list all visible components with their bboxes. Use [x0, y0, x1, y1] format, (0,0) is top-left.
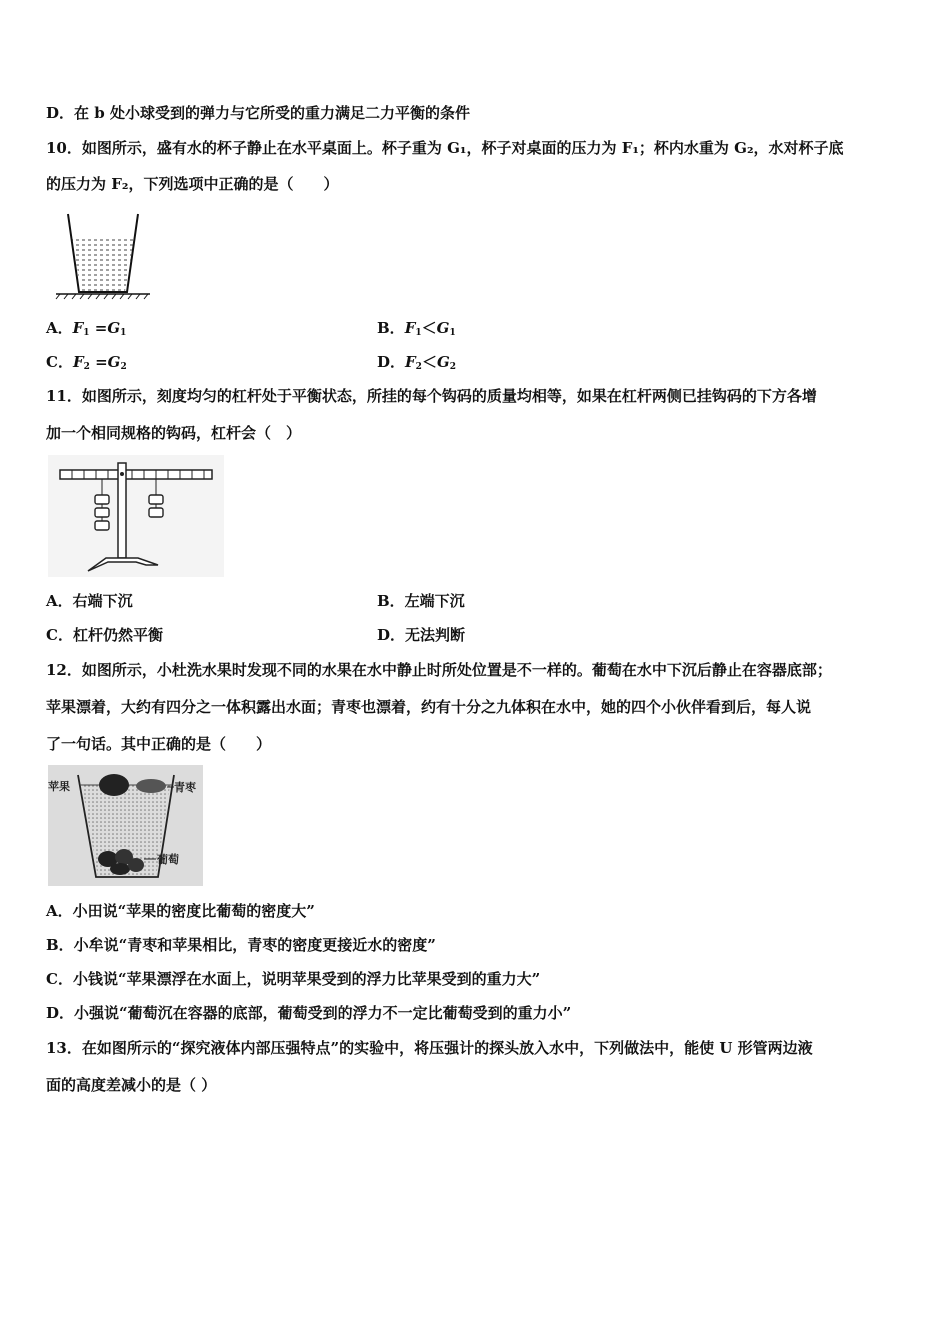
q12-stem-line3: 了一句话。其中正确的是（ ）	[46, 735, 272, 753]
q10-stem-line2: 的压力为 F₂，下列选项中正确的是（ ）	[46, 175, 339, 193]
q10-option-d: D．$F_2<G_2$	[377, 353, 457, 372]
q12-option-b: B．小牟说“青枣和苹果相比，青枣的密度更接近水的密度”	[46, 936, 436, 954]
q11-stem-line1: 11．如图所示，刻度均匀的杠杆处于平衡状态，所挂的每个钩码的质量均相等，如果在杠杆两侧已挂钩码的下方各增	[46, 387, 817, 405]
q10-option-c: C．$F_2 =G_2$	[46, 353, 127, 372]
q11-option-c: C．杠杆仍然平衡	[46, 626, 163, 644]
cup-on-table-figure	[52, 208, 152, 300]
q10-option-b: B．$F_1<G_1$	[377, 319, 456, 338]
q12-option-d: D．小强说“葡萄沉在容器的底部，葡萄受到的浮力不一定比葡萄受到的重力小”	[46, 1004, 572, 1022]
q12-stem-line1: 12．如图所示，小杜洗水果时发现不同的水果在水中静止时所处位置是不一样的。葡萄在水中下沉后静止在容器底部；	[46, 661, 832, 679]
q10-option-a: A．$F_1 =G_1$	[46, 319, 127, 338]
q10-stem-line1: 10．如图所示，盛有水的杯子静止在水平桌面上。杯子重为 G₁，杯子对桌面的压力为 F₁；杯内水重为 G₂，水对杯子底	[46, 139, 844, 157]
q12-option-a: A．小田说“苹果的密度比葡萄的密度大”	[46, 902, 315, 920]
q11-option-a: A．右端下沉	[46, 592, 133, 610]
q13-stem-line2: 面的高度差减小的是（ ）	[46, 1076, 217, 1094]
q13-stem-line1: 13．在如图所示的“探究液体内部压强特点”的实验中，将压强计的探头放入水中，下列做法中，能使 U 形管两边液	[46, 1039, 813, 1057]
q12-stem-line2: 苹果漂着，大约有四分之一体积露出水面；青枣也漂着，约有十分之九体积在水中，她的四个小伙伴看到后，每人说	[46, 698, 812, 716]
q12-option-c: C．小钱说“苹果漂浮在水面上，说明苹果受到的浮力比苹果受到的重力大”	[46, 970, 541, 988]
lever-balance-figure	[48, 455, 224, 577]
q9-option-d: D．在 b 处小球受到的弹力与它所受的重力满足二力平衡的条件	[46, 104, 470, 122]
label-grape: 葡萄	[157, 853, 179, 866]
label-apple: 苹果	[48, 780, 70, 793]
q11-stem-line2: 加一个相同规格的钩码，杠杆会（ ）	[46, 424, 302, 442]
q11-option-d: D．无法判断	[377, 626, 466, 644]
label-date: 青枣	[174, 781, 196, 794]
fruit-in-water-figure	[48, 765, 203, 886]
q11-option-b: B．左端下沉	[377, 592, 465, 610]
